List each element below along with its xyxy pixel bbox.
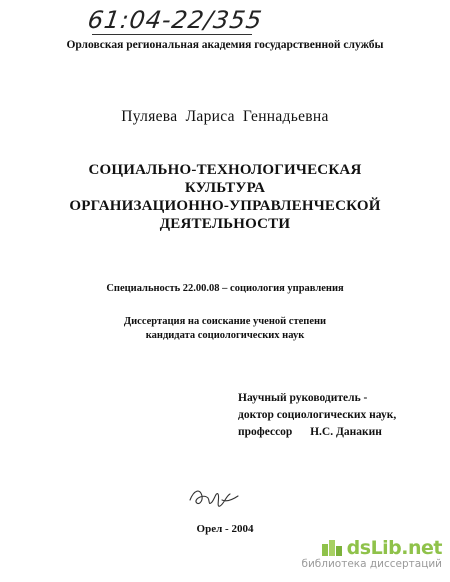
title-line: ДЕЯТЕЛЬНОСТИ [159,216,291,232]
handwritten-archive-code: 61:04-22/355 [86,6,265,34]
supervisor-name-row [238,424,396,441]
title-line: КУЛЬТУРА [184,180,266,196]
academy-name: Орловская региональная академия государственной службы [66,39,384,51]
dissertation-title [0,161,450,233]
title-line: СОЦИАЛЬНО-ТЕХНОЛОГИЧЕСКАЯ [88,162,362,178]
supervisor-title: профессор [238,426,293,438]
dslib-logo-icon [321,538,343,558]
dslib-watermark [301,537,442,570]
title-line: ОРГАНИЗАЦИОННО-УПРАВЛЕНЧЕСКОЙ [69,198,381,214]
supervisor-label: Научный руководитель - [238,392,368,404]
dslib-subtitle: библиотека диссертаций [301,558,442,570]
dslib-brand-name: dsLib.net [346,537,442,559]
handwritten-underline [92,34,252,35]
degree-line: Диссертация на соискание ученой степени [123,316,327,327]
author-name: Пуляева Лариса Геннадьевна [121,108,329,125]
city-year: Орел - 2004 [196,523,254,535]
specialty-line: Специальность 22.00.08 – социология управления [106,283,344,294]
degree-line: кандидата социологических наук [145,330,305,341]
supervisor-name: Н.С. Данакин [310,426,382,438]
supervisor-block [238,390,396,441]
supervisor-degree: доктор социологических наук, [238,409,397,421]
degree-statement [0,315,450,343]
handwritten-signature [186,482,242,512]
